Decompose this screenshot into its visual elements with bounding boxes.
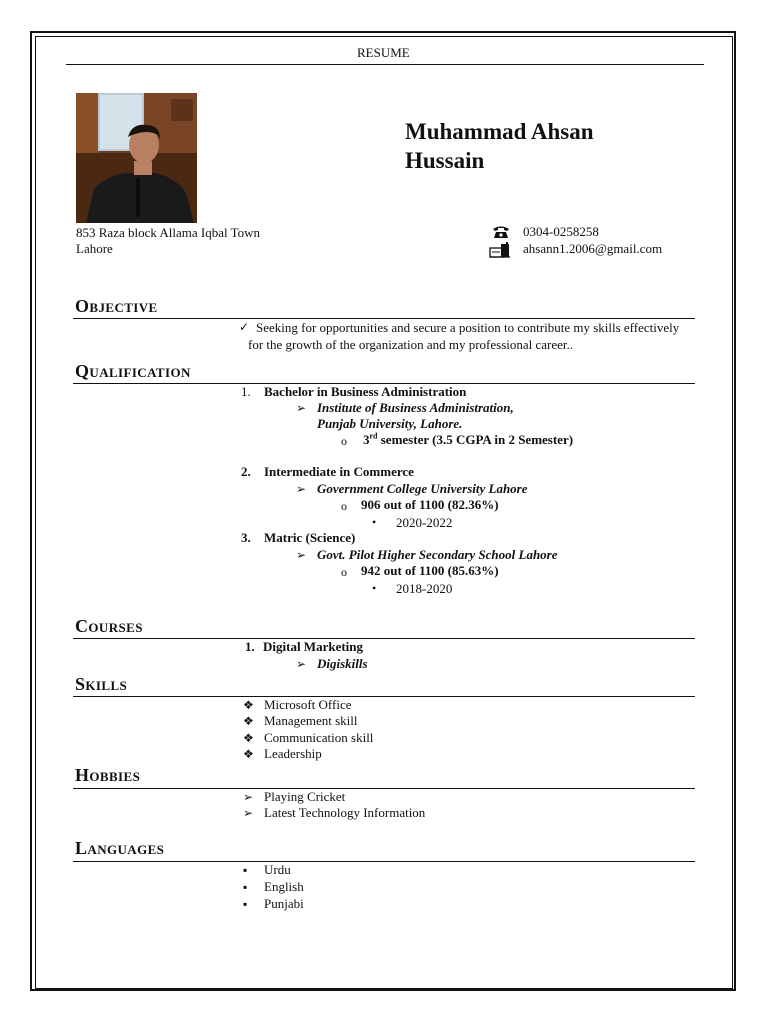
arrow-marker: ➢	[296, 657, 307, 671]
course-name-1: Digital Marketing	[263, 639, 364, 654]
dot-marker: •	[372, 515, 377, 529]
address-line2: Lahore	[76, 241, 113, 256]
course-provider-1: Digiskills	[317, 656, 368, 671]
diamond-marker: ❖	[243, 714, 254, 728]
qualification-marks-3: 942 out of 1100 (85.63%)	[361, 563, 499, 578]
arrow-marker: ➢	[296, 401, 307, 415]
arrow-marker: ➢	[296, 482, 307, 496]
hobby-item-2: Latest Technology Information	[264, 805, 426, 820]
skill-item-3: Communication skill	[264, 730, 374, 745]
diamond-marker: ❖	[243, 747, 254, 761]
semester-ordinal: rd	[369, 431, 378, 441]
course-number-1: 1.	[245, 639, 255, 654]
skill-item-4: Leadership	[264, 746, 322, 761]
diamond-marker: ❖	[243, 731, 254, 745]
qualification-number-1: 1.	[241, 384, 251, 399]
qualification-detail-1	[363, 432, 573, 448]
qualification-institute-3: Govt. Pilot Higher Secondary School Lahore	[317, 547, 558, 562]
qualification-marks-2: 906 out of 1100 (82.36%)	[361, 497, 499, 512]
arrow-marker: ➢	[296, 548, 307, 562]
objective-text-line2: for the growth of the organization and my professional career..	[248, 337, 574, 352]
telephone-icon	[492, 225, 510, 239]
document-title: RESUME	[357, 45, 410, 60]
skill-item-2: Management skill	[264, 713, 358, 728]
qualification-years-3: 2018-2020	[396, 581, 453, 596]
qualification-number-3: 3.	[241, 530, 251, 545]
qualification-years-2: 2020-2022	[396, 515, 453, 530]
qualification-degree-2: Intermediate in Commerce	[264, 464, 414, 479]
square-marker: ▪	[243, 897, 248, 911]
email-address: ahsann1.2006@gmail.com	[523, 241, 663, 256]
qualification-number-2: 2.	[241, 464, 251, 479]
arrow-marker: ➢	[243, 806, 254, 820]
languages-rule	[73, 861, 695, 862]
profile-photo	[76, 93, 197, 223]
hobbies-heading: Hobbies	[75, 765, 141, 785]
skill-item-1: Microsoft Office	[264, 697, 352, 712]
qualification-degree-3: Matric (Science)	[264, 530, 356, 545]
full-name-line2: Hussain	[405, 148, 485, 173]
objective-text-line1: Seeking for opportunities and secure a position to contribute my skills effectively	[256, 320, 680, 335]
languages-heading: Languages	[75, 838, 165, 858]
skills-heading: Skills	[75, 674, 128, 694]
circle-marker: o	[341, 434, 347, 448]
objective-heading: Objective	[75, 296, 158, 316]
qualification-institute-1-line2: Punjab University, Lahore.	[317, 416, 463, 431]
hobbies-rule	[73, 788, 695, 789]
address-line1: 853 Raza block Allama Iqbal Town	[76, 225, 261, 240]
circle-marker: o	[341, 565, 347, 579]
circle-marker: o	[341, 499, 347, 513]
skills-rule	[73, 696, 695, 697]
dot-marker: •	[372, 581, 377, 595]
full-name-line1: Muhammad Ahsan	[405, 119, 594, 144]
objective-rule	[73, 318, 695, 319]
arrow-marker: ➢	[243, 790, 254, 804]
mailbox-icon	[489, 242, 511, 258]
language-item-2: English	[264, 879, 304, 894]
hobby-item-1: Playing Cricket	[264, 789, 346, 804]
square-marker: ▪	[243, 880, 248, 894]
check-marker: ✓	[239, 320, 250, 334]
courses-heading: Courses	[75, 616, 143, 636]
diamond-marker: ❖	[243, 698, 254, 712]
courses-rule	[73, 638, 695, 639]
qualification-institute-1-line1: Institute of Business Administration,	[317, 400, 514, 415]
header-rule	[66, 64, 704, 65]
phone-number: 0304-0258258	[523, 224, 599, 239]
semester-rest: semester (3.5 CGPA in 2 Semester)	[377, 432, 574, 447]
language-item-3: Punjabi	[264, 896, 304, 911]
language-item-1: Urdu	[264, 862, 291, 877]
square-marker: ▪	[243, 863, 248, 877]
qualification-institute-2: Government College University Lahore	[317, 481, 528, 496]
semester-number: 3	[363, 432, 370, 447]
qualification-heading: Qualification	[75, 361, 191, 381]
qualification-degree-1: Bachelor in Business Administration	[264, 384, 467, 399]
